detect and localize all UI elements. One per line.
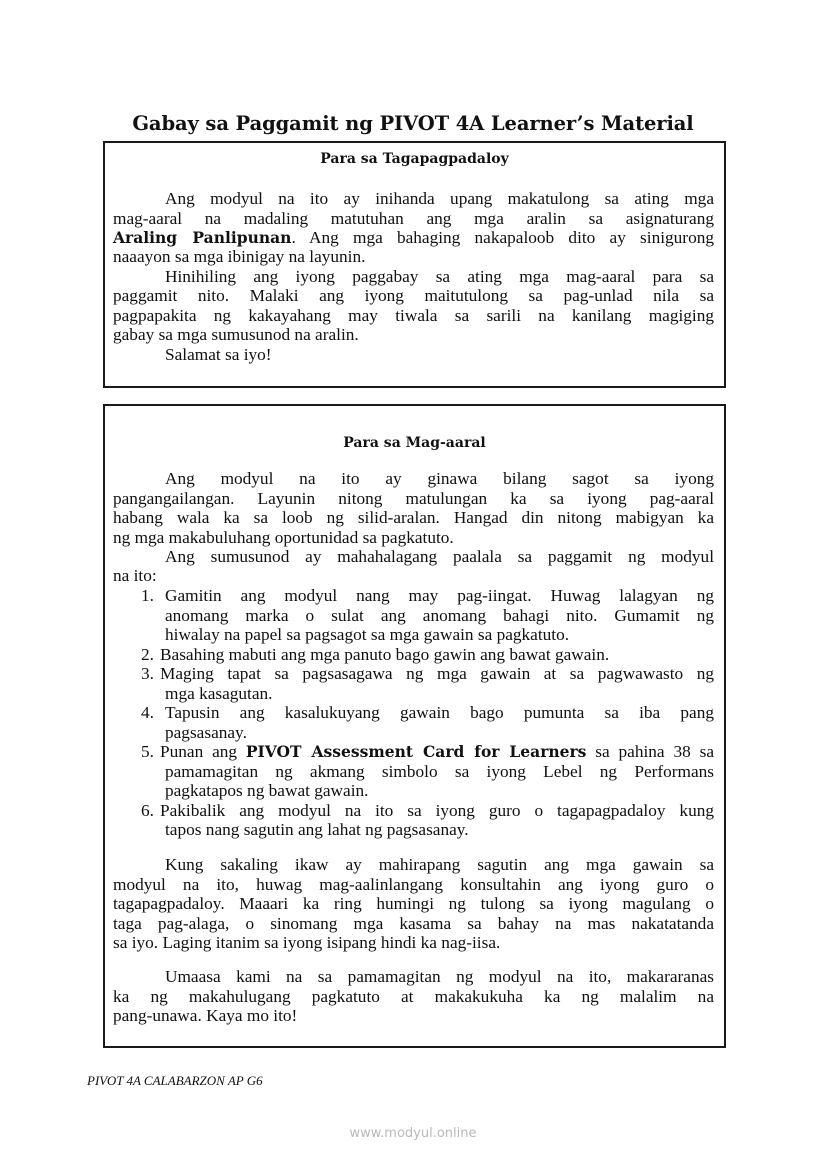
paragraph-line: pagpapakita ng kakayahang may tiwala sa sarili na kanilang magiging: [113, 306, 714, 325]
paragraph-line: Umaasa kami na sa pamamagitan ng modyul na ito, makararanas: [165, 967, 714, 986]
learner-heading: Para sa Mag-aaral: [343, 435, 486, 451]
list-number: 3.: [141, 664, 154, 683]
list-item-line: Basahing mabuti ang mga panuto bago gawin ang bawat gawain.: [160, 645, 610, 664]
paragraph-line: sa iyo. Laging itanim sa iyong isipang hindi ka nag-iisa.: [113, 933, 501, 952]
paragraph-line: Ang modyul na ito ay ginawa bilang sagot sa iyong: [165, 469, 714, 488]
paragraph-line: Hinihiling ang iyong paggabay sa ating mga mag-aaral para sa: [165, 267, 714, 286]
list-item-line: pamamagitan ng akmang simbolo sa iyong Lebel ng Performans: [165, 762, 714, 781]
list-item-line: pagkatapos ng bawat gawain.: [165, 781, 369, 800]
paragraph-line: na ito:: [113, 566, 157, 585]
list-number: 5.: [141, 742, 154, 761]
facilitator-box: [103, 141, 726, 388]
closing-line: Salamat sa iyo!: [165, 345, 272, 364]
page-title: Gabay sa Paggamit ng PIVOT 4A Learner’s Material: [132, 112, 694, 135]
paragraph-line: modyul na ito, huwag mag-aalinlangang konsultahin ang iyong guro o: [113, 875, 714, 894]
paragraph-line: taga pag-alaga, o sinomang mga kasama sa bahay na mas nakatatanda: [113, 914, 714, 933]
paragraph-line: gabay sa mga sumusunod na aralin.: [113, 325, 359, 344]
paragraph-line: Ang sumusunod ay mahahalagang paalala sa paggamit ng modyul: [165, 547, 714, 566]
watermark-link[interactable]: www.modyul.online: [349, 1126, 477, 1141]
list-item-line: pagsasanay.: [165, 723, 247, 742]
list-item-line: anomang marka o sulat ang anomang bahagi nito. Gumamit ng: [165, 606, 714, 625]
subject-name: Araling Panlipunan: [113, 228, 292, 247]
list-item-line: hiwalay na papel sa pagsagot sa mga gawain sa pagkatuto.: [165, 625, 570, 644]
paragraph-line: Kung sakaling ikaw ay mahirapang sagutin ang mga gawain sa: [165, 855, 714, 874]
paragraph-line: mag-aaral na madaling matutuhan ang mga aralin sa asignaturang: [113, 209, 714, 228]
list-item-line: mga kasagutan.: [165, 684, 273, 703]
list-number: 4.: [141, 703, 154, 722]
list-item-line: Punan ang PIVOT Assessment Card for Learners sa pahina 38 sa: [160, 742, 714, 761]
paragraph-line: pangangailangan. Layunin nitong matulungan ka sa iyong pag-aaral: [113, 489, 714, 508]
paragraph-line: pang-unawa. Kaya mo ito!: [113, 1006, 298, 1025]
paragraph-line: Araling Panlipunan. Ang mga bahaging nakapaloob dito ay sinigurong: [113, 228, 714, 247]
list-item-line: tapos nang sagutin ang lahat ng pagsasanay.: [165, 820, 469, 839]
facilitator-heading: Para sa Tagapagpadaloy: [320, 151, 509, 167]
paragraph-line: Ang modyul na ito ay inihanda upang makatulong sa ating mga: [165, 189, 714, 208]
list-item-line: Gamitin ang modyul nang may pag-iingat. Huwag lalagyan ng: [165, 586, 714, 605]
paragraph-line: habang wala ka sa loob ng silid-aralan. Hangad din nitong mabigyan ka: [113, 508, 714, 527]
paragraph-line: tagapagpadaloy. Maaari ka ring humingi ng tulong sa iyong magulang o: [113, 894, 714, 913]
paragraph-line: naaayon sa mga ibinigay na layunin.: [113, 247, 366, 266]
paragraph-line: ng mga makabuluhang oportunidad sa pagkatuto.: [113, 528, 454, 547]
learner-box: [103, 404, 726, 1048]
list-item-line: Tapusin ang kasalukuyang gawain bago pumunta sa iba pang: [165, 703, 714, 722]
list-item-line: Pakibalik ang modyul na ito sa iyong guro o tagapagpadaloy kung: [160, 801, 714, 820]
list-number: 1.: [141, 586, 154, 605]
list-number: 6.: [141, 801, 154, 820]
list-item-line: Maging tapat sa pagsasagawa ng mga gawain at sa pagwawasto ng: [160, 664, 714, 683]
list-number: 2.: [141, 645, 154, 664]
page-footer: PIVOT 4A CALABARZON AP G6: [87, 1073, 263, 1088]
assessment-card-name: PIVOT Assessment Card for Learners: [245, 742, 587, 761]
paragraph-line: ka ng makahulugang pagkatuto at makakukuha ka ng malalim na: [113, 987, 714, 1006]
paragraph-line: paggamit nito. Malaki ang iyong maitutulong sa pag-unlad nila sa: [113, 286, 714, 305]
